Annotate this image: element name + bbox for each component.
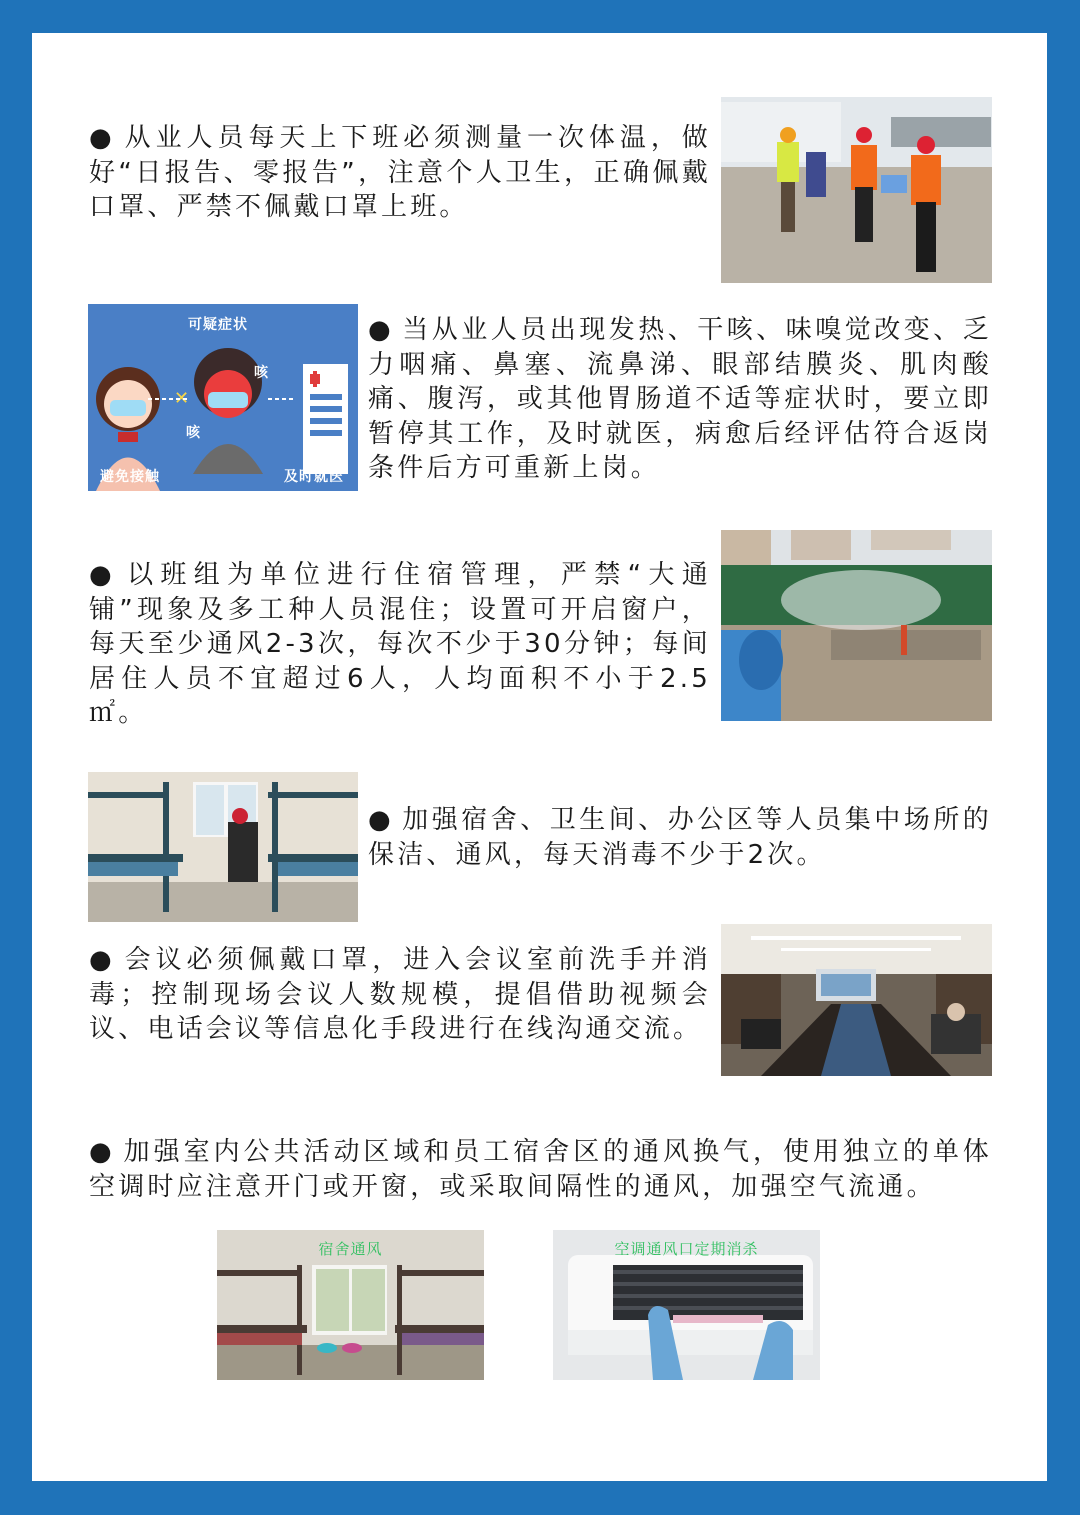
section-text: 当从业人员出现发热、干咳、味嗅觉改变、乏力咽痛、鼻塞、流鼻涕、眼部结膜炎、肌肉酸痛、腹泻，或其他胃肠道不适等症状时，要立即暂停其工作，及时就医，病愈后经评估符合返岗条件后方可重新上岗。 <box>368 315 992 484</box>
section-symptoms <box>368 313 992 486</box>
section-text: 以班组为单位进行住宿管理，严禁“大通铺”现象及多工种人员混住；设置可开启窗户，每天至少通风2-3次，每次不少于30分钟；每间居住人员不宜超过6人，人均面积不小于2.5㎡。 <box>89 560 711 729</box>
section-temperature <box>89 121 711 225</box>
illustration-label-cough: 咳 <box>186 425 201 441</box>
section-text: 加强室内公共活动区域和员工宿舍区的通风换气，使用独立的单体空调时应注意开门或开窗，或采取间隔性的通风，加强空气流通。 <box>89 1137 992 1202</box>
bullet-icon: ● <box>368 805 395 835</box>
photo-meeting-room <box>721 924 992 1076</box>
photo-ac-disinfection <box>553 1230 820 1380</box>
photo-temperature-check <box>721 97 992 283</box>
bullet-icon: ● <box>368 315 395 345</box>
section-text: 从业人员每天上下班必须测量一次体温，做好“日报告、零报告”，注意个人卫生，正确佩戴口罩、严禁不佩戴口罩上班。 <box>89 123 711 223</box>
photo-dorm-ventilation <box>217 1230 484 1380</box>
illustration-label-symptoms: 可疑症状 <box>188 317 248 333</box>
bullet-icon: ● <box>89 123 117 153</box>
photo-construction-spray <box>721 530 992 721</box>
section-cleaning <box>368 803 992 872</box>
caption-ac-disinfection: 空调通风口定期消杀 <box>614 1240 759 1258</box>
caption-dorm-ventilation: 宿舍通风 <box>318 1240 383 1258</box>
bullet-icon: ● <box>89 560 120 590</box>
section-dormitory <box>89 558 711 731</box>
section-text: 加强宿舍、卫生间、办公区等人员集中场所的保洁、通风，每天消毒不少于2次。 <box>368 805 992 870</box>
photo-dormitory-cleaning <box>88 772 358 922</box>
illustration-label-hospital: 及时就医 <box>284 469 344 485</box>
illustration-symptoms <box>88 304 358 491</box>
bullet-icon: ● <box>89 945 117 975</box>
svg-text:✕: ✕ <box>174 388 190 409</box>
section-meeting <box>89 943 711 1047</box>
poster-page <box>32 33 1047 1481</box>
illustration-label-avoid: 避免接触 <box>100 469 160 485</box>
section-ventilation <box>89 1135 992 1204</box>
illustration-label-cough: 咳 <box>254 365 269 381</box>
bullet-icon: ● <box>89 1137 116 1167</box>
section-text: 会议必须佩戴口罩，进入会议室前洗手并消毒；控制现场会议人数规模，提倡借助视频会议、电话会议等信息化手段进行在线沟通交流。 <box>89 945 711 1045</box>
